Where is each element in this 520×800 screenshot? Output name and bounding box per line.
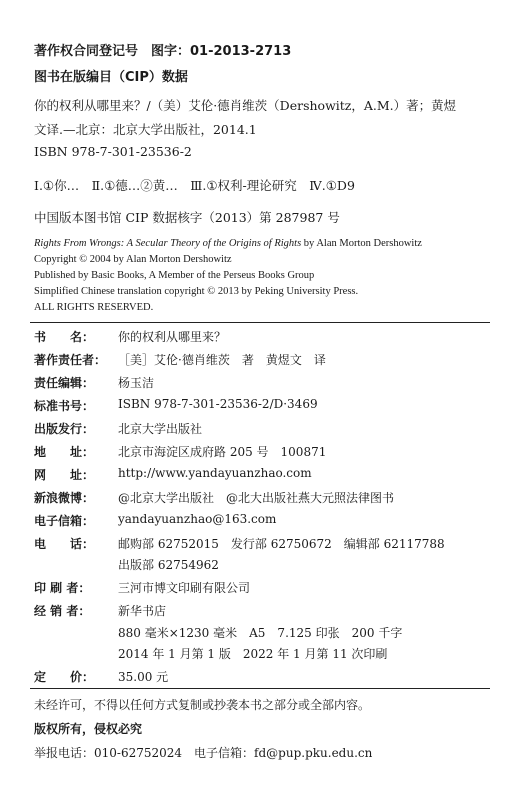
detail-value: 35.00 元	[118, 670, 169, 684]
detail-row	[34, 512, 276, 529]
cip-record-line-1: 你的权利从哪里来？/（美）艾伦·德肖维茨（Dershowitz，A.M.）著；黄煜	[34, 98, 457, 113]
detail-value: 2014 年 1 月第 1 版 2022 年 1 月第 11 次印刷	[118, 647, 388, 661]
detail-value: 北京市海淀区成府路 205 号 100871	[118, 445, 327, 459]
detail-value: @北京大学出版社 @北大出版社燕大元照法律图书	[118, 491, 395, 505]
detail-value: 三河市博文印刷有限公司	[118, 581, 251, 595]
detail-label: 定 价：	[34, 670, 95, 684]
english-copyright: Copyright © 2004 by Alan Morton Dershowitz	[34, 254, 232, 265]
cip-record-line-2: 文译.—北京：北京大学出版社，2014.1	[34, 122, 257, 137]
english-title-line	[34, 236, 422, 252]
detail-row	[34, 374, 154, 391]
detail-row	[34, 443, 326, 460]
english-rights-reserved: ALL RIGHTS RESERVED.	[34, 302, 154, 313]
detail-label: 标准书号：	[34, 399, 95, 413]
detail-row	[34, 466, 312, 483]
detail-value: 北京大学出版社	[118, 422, 203, 436]
detail-value: 邮购部 62752015 发行部 62750672 编辑部 62117788	[118, 537, 445, 551]
detail-label: 经 销 者：	[34, 604, 91, 618]
english-author: by Alan Morton Dershowitz	[301, 238, 422, 249]
detail-row	[34, 351, 326, 368]
reproduction-notice: 未经许可，不得以任何方式复制或抄袭本书之部分或全部内容。	[34, 698, 371, 712]
detail-value: 杨玉洁	[118, 376, 155, 390]
report-contact: 举报电话：010-62752024 电子信箱：fd@pup.pku.edu.cn	[34, 746, 373, 760]
detail-label: 责任编辑：	[34, 376, 95, 390]
detail-label: 网 址：	[34, 468, 95, 482]
contract-registration-number: 著作权合同登记号 图字：01-2013-2713	[34, 44, 292, 59]
detail-value: ［美］艾伦·德肖维茨 著 黄煜文 译	[118, 353, 326, 367]
english-publisher: Published by Basic Books, A Member of the Perseus Books Group	[34, 270, 315, 281]
divider-top	[30, 322, 490, 323]
detail-label: 印 刷 者：	[34, 581, 91, 595]
detail-row	[34, 556, 219, 573]
detail-label: 电子信箱：	[34, 514, 95, 528]
cip-heading: 图书在版编目（CIP）数据	[34, 70, 188, 85]
english-translation-copyright: Simplified Chinese translation copyright © 2013 by Peking University Press.	[34, 286, 359, 297]
detail-label: 新浪微博：	[34, 491, 95, 505]
detail-row	[34, 579, 250, 596]
detail-label: 书 名：	[34, 330, 95, 344]
detail-row	[34, 535, 445, 552]
detail-value: http://www.yandayuanzhao.com	[118, 466, 312, 480]
detail-row	[34, 602, 166, 619]
detail-label: 电 话：	[34, 537, 95, 551]
cip-isbn: ISBN 978-7-301-23536-2	[34, 144, 192, 159]
cip-classification: Ⅰ.①你… Ⅱ.①德…②黄… Ⅲ.①权利-理论研究 Ⅳ.①D9	[34, 178, 355, 193]
detail-label: 著作责任者：	[34, 353, 107, 367]
detail-row	[34, 420, 202, 437]
english-title: Rights From Wrongs: A Secular Theory of the Origins of Rights	[34, 238, 302, 249]
detail-label: 地 址：	[34, 445, 95, 459]
detail-value: ISBN 978-7-301-23536-2/D·3469	[118, 397, 318, 411]
detail-value: yandayuanzhao@163.com	[118, 512, 277, 526]
detail-label	[34, 556, 118, 573]
all-rights-reserved: 版权所有，侵权必究	[34, 722, 143, 736]
detail-value: 新华书店	[118, 604, 167, 618]
detail-label: 出版发行：	[34, 422, 95, 436]
detail-row	[34, 668, 168, 685]
detail-label	[34, 624, 118, 641]
cip-data-number: 中国版本图书馆 CIP 数据核字（2013）第 287987 号	[34, 210, 340, 225]
detail-row	[34, 645, 387, 662]
detail-row	[34, 397, 318, 414]
detail-value: 出版部 62754962	[118, 558, 219, 572]
detail-value: 你的权利从哪里来？	[118, 330, 227, 344]
divider-bottom	[30, 688, 490, 689]
detail-row	[34, 328, 226, 345]
detail-row	[34, 489, 394, 506]
detail-label	[34, 645, 118, 662]
detail-row	[34, 624, 402, 641]
detail-value: 880 毫米×1230 毫米 A5 7.125 印张 200 千字	[118, 626, 403, 640]
